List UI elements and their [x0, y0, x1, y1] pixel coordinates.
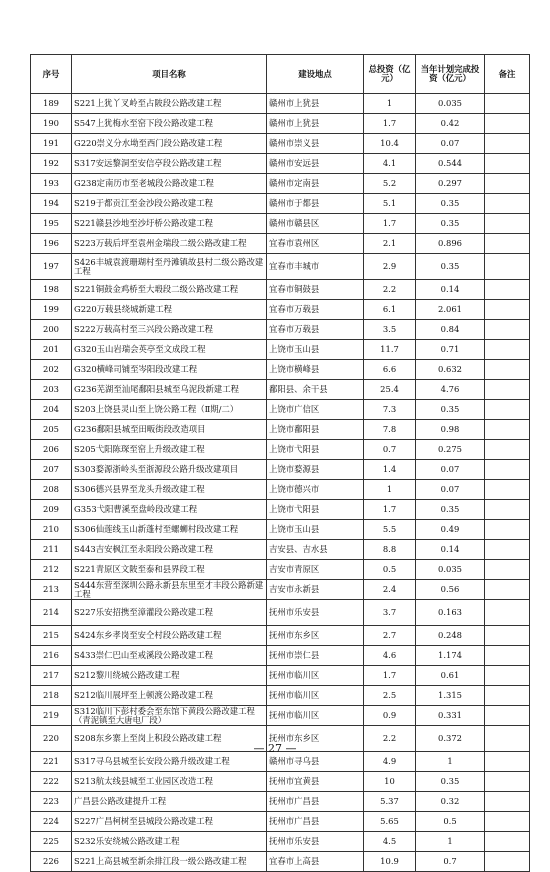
cell-serial: 210 [31, 520, 72, 540]
cell-total-investment: 10 [364, 772, 416, 792]
table-row [31, 812, 530, 832]
cell-serial: 220 [31, 726, 72, 752]
table-row [31, 320, 530, 340]
cell-project-name: S444东营至深圳公路永新县东里至才丰段公路新建工程 [72, 580, 267, 600]
cell-location: 上饶市弋阳县 [267, 500, 364, 520]
cell-location: 上饶市德兴市 [267, 480, 364, 500]
cell-annual-plan: 0.35 [416, 500, 485, 520]
cell-serial: 199 [31, 300, 72, 320]
cell-location: 赣州市寻乌县 [267, 752, 364, 772]
cell-remarks [485, 94, 530, 114]
cell-location: 抚州市宜黄县 [267, 772, 364, 792]
cell-annual-plan: 0.372 [416, 726, 485, 752]
cell-serial: 216 [31, 646, 72, 666]
cell-remarks [485, 646, 530, 666]
cell-location: 上饶市玉山县 [267, 340, 364, 360]
cell-serial: 215 [31, 626, 72, 646]
cell-location: 赣州市定南县 [267, 174, 364, 194]
cell-serial: 217 [31, 666, 72, 686]
cell-serial: 194 [31, 194, 72, 214]
cell-project-name: S443吉安枫江至永阳段公路改建工程 [72, 540, 267, 560]
cell-location: 抚州市广昌县 [267, 792, 364, 812]
cell-total-investment: 5.5 [364, 520, 416, 540]
cell-location: 上饶市弋阳县 [267, 440, 364, 460]
cell-project-name: S212黎川绕城公路改建工程 [72, 666, 267, 686]
table-row [31, 194, 530, 214]
cell-total-investment: 4.6 [364, 646, 416, 666]
header-total-investment: 总投资（亿元） [364, 55, 416, 94]
table-row [31, 792, 530, 812]
cell-serial: 211 [31, 540, 72, 560]
cell-remarks [485, 706, 530, 726]
cell-project-name: S212临川展坪至上顿渡公路改建工程 [72, 686, 267, 706]
cell-remarks [485, 114, 530, 134]
cell-remarks [485, 300, 530, 320]
cell-remarks [485, 214, 530, 234]
cell-serial: 212 [31, 560, 72, 580]
cell-serial: 221 [31, 752, 72, 772]
cell-total-investment: 2.2 [364, 726, 416, 752]
cell-serial: 208 [31, 480, 72, 500]
cell-total-investment: 2.4 [364, 580, 416, 600]
cell-annual-plan: 2.061 [416, 300, 485, 320]
table-row [31, 520, 530, 540]
table-row [31, 380, 530, 400]
cell-serial: 203 [31, 380, 72, 400]
cell-location: 赣州市安远县 [267, 154, 364, 174]
cell-total-investment: 1 [364, 480, 416, 500]
cell-location: 抚州市东乡区 [267, 726, 364, 752]
cell-project-name: G220崇义分水坳至西门段公路改建工程 [72, 134, 267, 154]
cell-project-name: G236芜湖至汕尾鄱阳县城至乌泥段新建工程 [72, 380, 267, 400]
cell-total-investment: 5.2 [364, 174, 416, 194]
table-row [31, 832, 530, 852]
cell-project-name: S221赣县沙地至沙圩桥公路改建工程 [72, 214, 267, 234]
cell-total-investment: 11.7 [364, 340, 416, 360]
cell-serial: 204 [31, 400, 72, 420]
cell-remarks [485, 832, 530, 852]
cell-annual-plan: 0.297 [416, 174, 485, 194]
cell-annual-plan: 0.35 [416, 194, 485, 214]
cell-total-investment: 5.1 [364, 194, 416, 214]
cell-location: 上饶市横峰县 [267, 360, 364, 380]
table-row [31, 300, 530, 320]
cell-project-name: S317寻乌县城至长安段公路升级改建工程 [72, 752, 267, 772]
page-number: — 27 — [253, 742, 297, 755]
header-annual-plan: 当年计划完成投资（亿元） [416, 55, 485, 94]
cell-remarks [485, 380, 530, 400]
table-row [31, 214, 530, 234]
table-row [31, 560, 530, 580]
cell-location: 鄱阳县、余干县 [267, 380, 364, 400]
cell-location: 赣州市上犹县 [267, 114, 364, 134]
cell-annual-plan: 0.035 [416, 94, 485, 114]
cell-annual-plan: 0.35 [416, 772, 485, 792]
table-row [31, 360, 530, 380]
cell-annual-plan: 0.35 [416, 214, 485, 234]
cell-location: 抚州市临川区 [267, 686, 364, 706]
header-project-name: 项目名称 [72, 55, 267, 94]
cell-annual-plan: 0.632 [416, 360, 485, 380]
cell-annual-plan: 0.35 [416, 400, 485, 420]
cell-remarks [485, 600, 530, 626]
table-row [31, 154, 530, 174]
cell-annual-plan: 0.035 [416, 560, 485, 580]
cell-total-investment: 10.4 [364, 134, 416, 154]
header-location: 建设地点 [267, 55, 364, 94]
cell-serial: 201 [31, 340, 72, 360]
cell-location: 宜春市万载县 [267, 300, 364, 320]
cell-remarks [485, 812, 530, 832]
cell-project-name: S547上犹梅水至窑下段公路改建工程 [72, 114, 267, 134]
cell-total-investment: 3.7 [364, 600, 416, 626]
cell-annual-plan: 0.275 [416, 440, 485, 460]
cell-remarks [485, 520, 530, 540]
table-row [31, 852, 530, 872]
table-row [31, 480, 530, 500]
cell-serial: 224 [31, 812, 72, 832]
cell-remarks [485, 626, 530, 646]
cell-remarks [485, 500, 530, 520]
cell-project-name: S312临川下彭村委会至东馆下黄段公路改建工程（青泥镇至大唐电厂段） [72, 706, 267, 726]
cell-location: 抚州市临川区 [267, 666, 364, 686]
cell-annual-plan: 4.76 [416, 380, 485, 400]
cell-annual-plan: 0.49 [416, 520, 485, 540]
cell-annual-plan: 1.174 [416, 646, 485, 666]
cell-annual-plan: 1 [416, 752, 485, 772]
cell-total-investment: 0.5 [364, 560, 416, 580]
cell-location: 赣州市于都县 [267, 194, 364, 214]
cell-total-investment: 0.7 [364, 440, 416, 460]
table-row [31, 94, 530, 114]
cell-remarks [485, 460, 530, 480]
cell-project-name: S213航太线县城至工业园区改造工程 [72, 772, 267, 792]
header-remarks: 备注 [485, 55, 530, 94]
table-row [31, 400, 530, 420]
cell-project-name: S306仙莲线玉山新蓬村至螺蛳村段改建工程 [72, 520, 267, 540]
cell-serial: 218 [31, 686, 72, 706]
table-row [31, 706, 530, 726]
table-row [31, 340, 530, 360]
cell-serial: 197 [31, 254, 72, 280]
cell-total-investment: 4.1 [364, 154, 416, 174]
cell-project-name: S203上饶县灵山至上饶公路工程（Ⅱ期/二） [72, 400, 267, 420]
cell-location: 上饶市婺源县 [267, 460, 364, 480]
cell-serial: 193 [31, 174, 72, 194]
cell-location: 抚州市乐安县 [267, 832, 364, 852]
cell-location: 宜春市万载县 [267, 320, 364, 340]
cell-total-investment: 2.9 [364, 254, 416, 280]
cell-project-name: G353弋阳曹溪至盘岭段改建工程 [72, 500, 267, 520]
cell-remarks [485, 134, 530, 154]
table-row [31, 114, 530, 134]
cell-serial: 213 [31, 580, 72, 600]
cell-remarks [485, 234, 530, 254]
cell-location: 抚州市东乡区 [267, 626, 364, 646]
cell-annual-plan: 0.32 [416, 792, 485, 812]
cell-remarks [485, 480, 530, 500]
cell-project-name: S223万载后坪至袁州金瑞段二级公路改建工程 [72, 234, 267, 254]
cell-total-investment: 3.5 [364, 320, 416, 340]
table-row [31, 460, 530, 480]
cell-annual-plan: 0.248 [416, 626, 485, 646]
cell-annual-plan: 0.35 [416, 254, 485, 280]
cell-project-name: S232乐安绕城公路改建工程 [72, 832, 267, 852]
cell-serial: 191 [31, 134, 72, 154]
cell-serial: 192 [31, 154, 72, 174]
cell-location: 抚州市乐安县 [267, 600, 364, 626]
cell-location: 宜春市上高县 [267, 852, 364, 872]
cell-total-investment: 1.7 [364, 666, 416, 686]
cell-total-investment: 2.1 [364, 234, 416, 254]
cell-project-name: G220万载县绕城新建工程 [72, 300, 267, 320]
cell-annual-plan: 0.56 [416, 580, 485, 600]
cell-project-name: S424东乡孝岗至安仝村段公路改建工程 [72, 626, 267, 646]
cell-total-investment: 5.37 [364, 792, 416, 812]
cell-serial: 200 [31, 320, 72, 340]
table-row [31, 686, 530, 706]
cell-serial: 205 [31, 420, 72, 440]
cell-remarks [485, 440, 530, 460]
cell-serial: 209 [31, 500, 72, 520]
cell-location: 赣州市赣县区 [267, 214, 364, 234]
cell-location: 上饶市广信区 [267, 400, 364, 420]
cell-remarks [485, 792, 530, 812]
cell-location: 宜春市丰城市 [267, 254, 364, 280]
cell-total-investment: 6.6 [364, 360, 416, 380]
table-row [31, 540, 530, 560]
cell-total-investment: 7.8 [364, 420, 416, 440]
cell-total-investment: 4.5 [364, 832, 416, 852]
cell-project-name: S227广昌柯树至县城段公路改建工程 [72, 812, 267, 832]
cell-annual-plan: 0.14 [416, 280, 485, 300]
cell-serial: 198 [31, 280, 72, 300]
table-row [31, 440, 530, 460]
cell-total-investment: 8.8 [364, 540, 416, 560]
cell-project-name: S221上犹丫叉岭至占陂段公路改建工程 [72, 94, 267, 114]
cell-remarks [485, 320, 530, 340]
cell-remarks [485, 772, 530, 792]
cell-serial: 196 [31, 234, 72, 254]
cell-total-investment: 2.7 [364, 626, 416, 646]
cell-project-name: S221青原区文陂至泰和县界段工程 [72, 560, 267, 580]
cell-project-name: G238定南历市至老城段公路改建工程 [72, 174, 267, 194]
cell-project-name: G320玉山岩瑞会英亭至文成段工程 [72, 340, 267, 360]
cell-total-investment: 1 [364, 94, 416, 114]
cell-annual-plan: 0.14 [416, 540, 485, 560]
cell-location: 上饶市鄱阳县 [267, 420, 364, 440]
cell-serial: 207 [31, 460, 72, 480]
cell-remarks [485, 400, 530, 420]
cell-remarks [485, 852, 530, 872]
cell-total-investment: 7.3 [364, 400, 416, 420]
cell-location: 抚州市崇仁县 [267, 646, 364, 666]
cell-annual-plan: 0.7 [416, 852, 485, 872]
cell-total-investment: 1.7 [364, 214, 416, 234]
cell-annual-plan: 0.331 [416, 706, 485, 726]
cell-serial: 219 [31, 706, 72, 726]
cell-total-investment: 6.1 [364, 300, 416, 320]
cell-annual-plan: 1 [416, 832, 485, 852]
cell-project-name: G320横峰司铺至岑阳段改建工程 [72, 360, 267, 380]
cell-total-investment: 1.7 [364, 114, 416, 134]
cell-project-name: S208东乡寨上至岗上积段公路改建工程 [72, 726, 267, 752]
cell-annual-plan: 0.84 [416, 320, 485, 340]
cell-annual-plan: 0.896 [416, 234, 485, 254]
cell-remarks [485, 686, 530, 706]
table-row [31, 600, 530, 626]
table-row [31, 280, 530, 300]
cell-total-investment: 1.7 [364, 500, 416, 520]
table-row [31, 772, 530, 792]
cell-location: 赣州市崇义县 [267, 134, 364, 154]
cell-remarks [485, 580, 530, 600]
cell-serial: 225 [31, 832, 72, 852]
cell-location: 宜春市铜鼓县 [267, 280, 364, 300]
cell-total-investment: 25.4 [364, 380, 416, 400]
cell-project-name: S317安远黎洞至安信亭段公路改建工程 [72, 154, 267, 174]
cell-serial: 189 [31, 94, 72, 114]
cell-project-name: S221上高县城至新余排江段一级公路改建工程 [72, 852, 267, 872]
cell-serial: 226 [31, 852, 72, 872]
header-serial: 序号 [31, 55, 72, 94]
table-header-row [31, 55, 530, 94]
cell-project-name: S221铜鼓金鸡桥至大塅段二级公路改建工程 [72, 280, 267, 300]
cell-location: 抚州市临川区 [267, 706, 364, 726]
cell-remarks [485, 280, 530, 300]
cell-serial: 222 [31, 772, 72, 792]
table-row [31, 174, 530, 194]
table-row [31, 420, 530, 440]
cell-annual-plan: 0.98 [416, 420, 485, 440]
cell-total-investment: 10.9 [364, 852, 416, 872]
cell-serial: 223 [31, 792, 72, 812]
cell-project-name: S433崇仁巴山至戒溪段公路改建工程 [72, 646, 267, 666]
cell-serial: 214 [31, 600, 72, 626]
cell-remarks [485, 666, 530, 686]
cell-remarks [485, 340, 530, 360]
cell-remarks [485, 420, 530, 440]
table-row [31, 580, 530, 600]
cell-annual-plan: 0.07 [416, 460, 485, 480]
table-row [31, 626, 530, 646]
cell-location: 抚州市广昌县 [267, 812, 364, 832]
cell-total-investment: 4.9 [364, 752, 416, 772]
cell-project-name: S222万载高村至三兴段公路改建工程 [72, 320, 267, 340]
cell-total-investment: 0.9 [364, 706, 416, 726]
cell-total-investment: 5.65 [364, 812, 416, 832]
cell-remarks [485, 360, 530, 380]
cell-annual-plan: 1.315 [416, 686, 485, 706]
cell-project-name: S303婺源浙岭头至浙源段公路升级改建项目 [72, 460, 267, 480]
cell-remarks [485, 254, 530, 280]
cell-serial: 206 [31, 440, 72, 460]
table-row [31, 234, 530, 254]
cell-total-investment: 1.4 [364, 460, 416, 480]
cell-project-name: G236鄱阳县城至田畈街段改造项目 [72, 420, 267, 440]
cell-project-name: S426丰城袁渡珊瑚村至丹滩镇故县村二级公路改建工程 [72, 254, 267, 280]
table-row [31, 254, 530, 280]
cell-remarks [485, 174, 530, 194]
cell-location: 宜春市袁州区 [267, 234, 364, 254]
cell-location: 吉安市青原区 [267, 560, 364, 580]
cell-project-name: S205弋阳陈琛至窑上升级改建工程 [72, 440, 267, 460]
cell-location: 上饶市玉山县 [267, 520, 364, 540]
cell-remarks [485, 540, 530, 560]
cell-remarks [485, 154, 530, 174]
cell-serial: 190 [31, 114, 72, 134]
cell-total-investment: 2.5 [364, 686, 416, 706]
cell-remarks [485, 560, 530, 580]
cell-project-name: 广昌县公路改建提升工程 [72, 792, 267, 812]
table-row [31, 500, 530, 520]
cell-annual-plan: 0.544 [416, 154, 485, 174]
cell-remarks [485, 194, 530, 214]
table-row [31, 666, 530, 686]
cell-serial: 202 [31, 360, 72, 380]
cell-total-investment: 2.2 [364, 280, 416, 300]
cell-annual-plan: 0.71 [416, 340, 485, 360]
cell-annual-plan: 0.07 [416, 480, 485, 500]
cell-location: 吉安市永新县 [267, 580, 364, 600]
cell-location: 吉安县、吉水县 [267, 540, 364, 560]
cell-project-name: S227乐安招携至漳灌段公路改建工程 [72, 600, 267, 626]
cell-project-name: S306德兴县界至龙头升级改建工程 [72, 480, 267, 500]
table-row [31, 134, 530, 154]
cell-annual-plan: 0.61 [416, 666, 485, 686]
cell-annual-plan: 0.163 [416, 600, 485, 626]
cell-annual-plan: 0.5 [416, 812, 485, 832]
cell-serial: 195 [31, 214, 72, 234]
cell-location: 赣州市上犹县 [267, 94, 364, 114]
cell-annual-plan: 0.42 [416, 114, 485, 134]
cell-project-name: S219于都贡江至金沙段公路改建工程 [72, 194, 267, 214]
table-row [31, 646, 530, 666]
cell-annual-plan: 0.07 [416, 134, 485, 154]
